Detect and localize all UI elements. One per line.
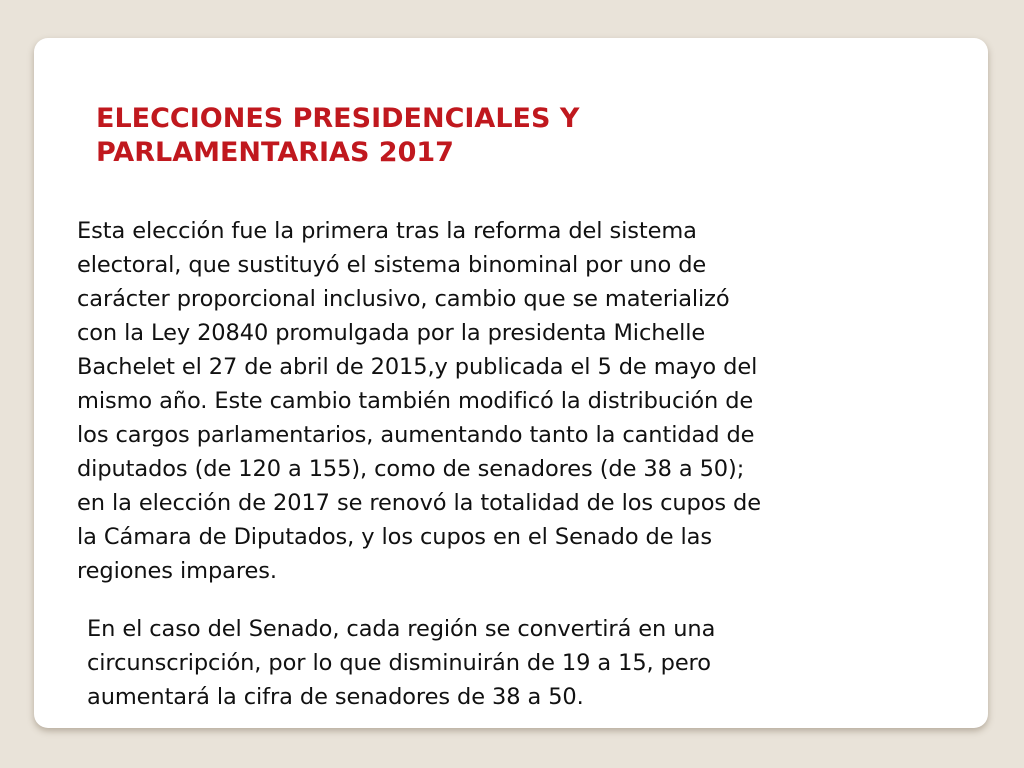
body-paragraph-1: Esta elección fue la primera tras la reforma del sistema electoral, que sustituyó el sistema binominal por uno de carácter proporcional inclusivo, cambio que se materializó con la Ley 20840 promulgada por la presidenta Michelle Bachelet el 27 de abril de 2015,y publicada el 5 de mayo del mismo año. Este cambio también modificó la distribución de los cargos parlamentarios, aumentando tanto la cantidad de diputados (de 120 a 155), como de senadores (de 38 a 50); en la elección de 2017 se renovó la totalidad de los cupos de la Cámara de Diputados, y los cupos en el Senado de las regiones impares.: [77, 218, 761, 584]
slide-card: [34, 38, 988, 728]
slide-title: ELECCIONES PRESIDENCIALES Y PARLAMENTARIAS 2017: [96, 103, 580, 168]
body-paragraph-2: En el caso del Senado, cada región se convertirá en una circunscripción, por lo que disminuirán de 19 a 15, pero aumentará la cifra de senadores de 38 a 50.: [87, 616, 716, 710]
